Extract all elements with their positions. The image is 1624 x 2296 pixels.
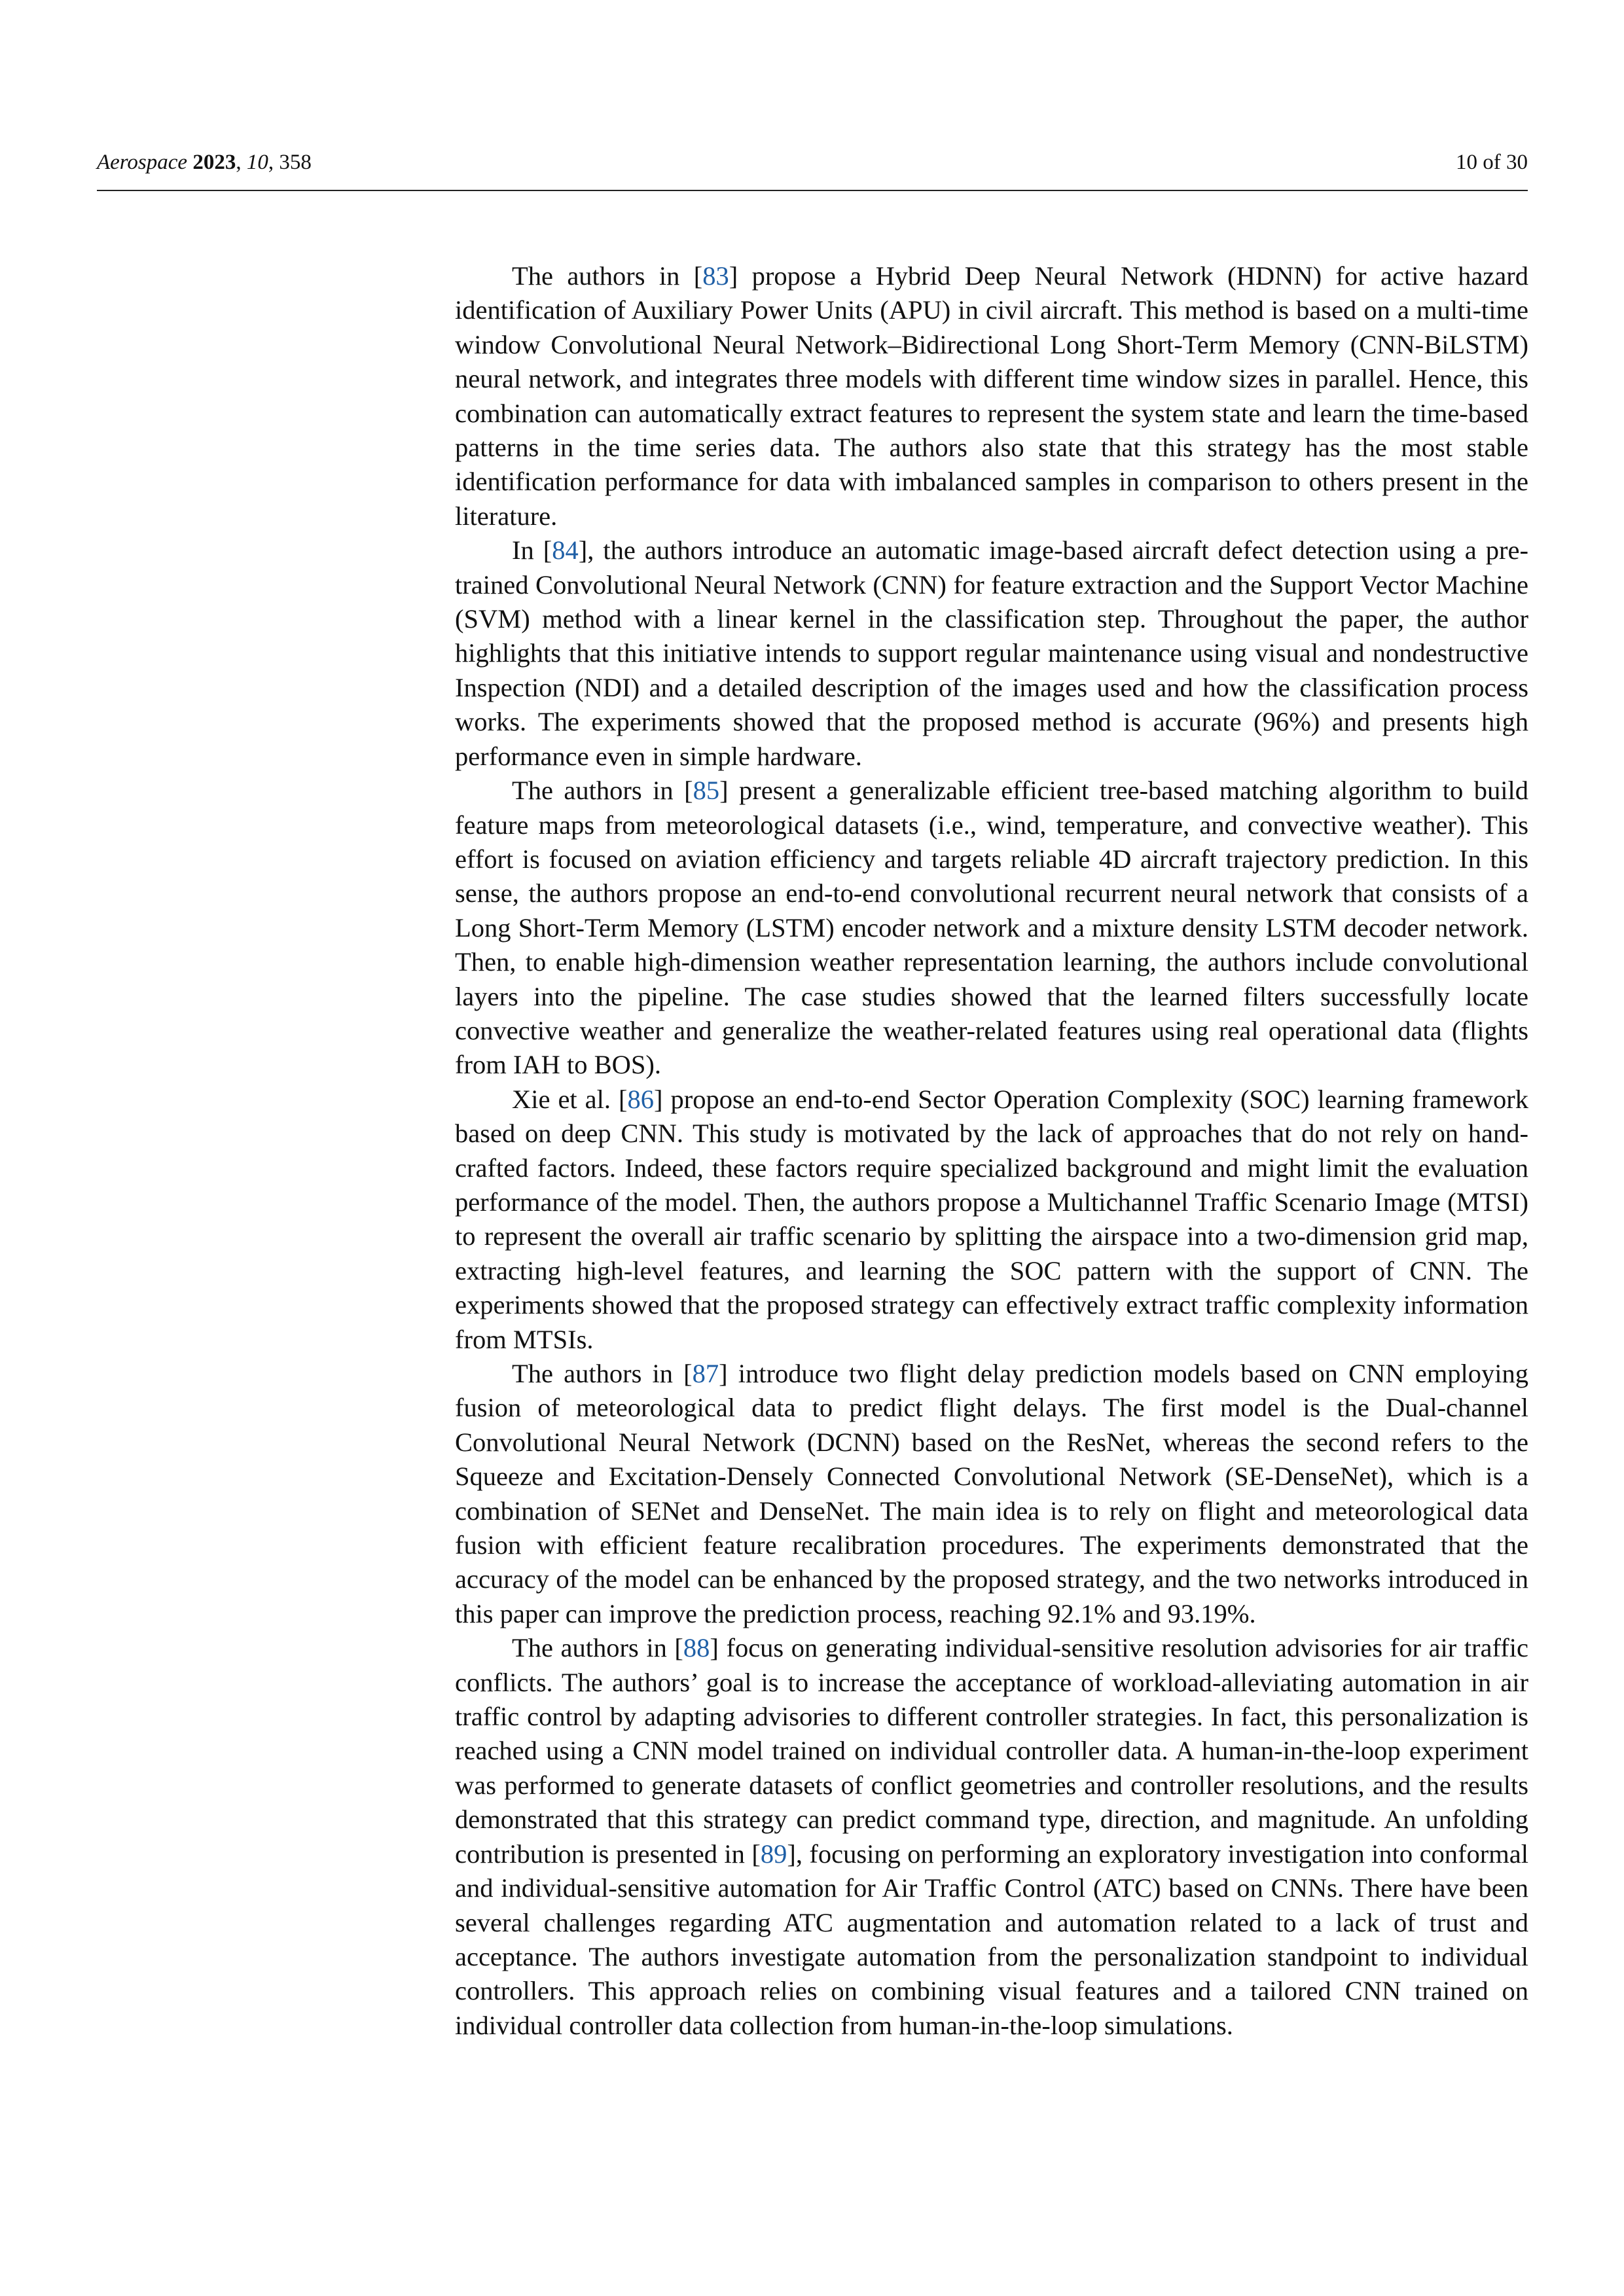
text-run: ], the authors introduce an automatic image-based aircraft defect detection using a pre-trained Convolutional Neural Network (CNN) for feature extraction and the Support Vector Machine (SVM) method with a linear kernel in the classification step. Throughout the paper, the author highlights that this initiative intends to support regular maintenance using visual and nondestructive Inspection (NDI) and a detailed description of the images used and how the classification process works. The experiments showed that the proposed method is accurate (96%) and presents high performance even in simple hardware. <box>455 535 1528 771</box>
journal-volume: 10 <box>246 151 268 174</box>
text-run: The authors in [ <box>512 261 703 291</box>
paragraph-resolution-advisories <box>455 1631 1528 2043</box>
paragraph-flight-delay <box>455 1357 1528 1631</box>
text-run: In [ <box>512 535 552 565</box>
main-text <box>455 259 1528 2043</box>
article-number: 358 <box>279 151 312 174</box>
text-run: The authors in [ <box>512 1633 683 1663</box>
citation-link[interactable]: 87 <box>692 1359 719 1388</box>
citation-link[interactable]: 89 <box>760 1839 787 1869</box>
citation-link[interactable]: 85 <box>693 776 720 806</box>
text-run: ] introduce two flight delay prediction models based on CNN employing fusion of meteorological data to predict flight delays. The first model is the Dual-channel Convolutional Neural Network (DCNN) based on the ResNet, whereas the second refers to the Squeeze and Excitation-Densely Connected Convolutional Network (SE-DenseNet), which is a combination of SENet and DenseNet. The main idea is to rely on flight and meteorological data fusion with efficient feature recalibration procedures. The experiments demonstrated that the accuracy of the model can be enhanced by the proposed strategy, and the two networks introduced in this paper can improve the prediction process, reaching 92.1% and 93.19%. <box>455 1359 1528 1628</box>
text-run: The authors in [ <box>512 1359 693 1388</box>
text-run: ] focus on generating individual-sensitive resolution advisories for air traffic conflicts. The authors’ goal is to increase the acceptance of workload-alleviating automation in air traffic control by adapting advisories to different controller strategies. In fact, this personalization is reached using a CNN model trained on individual controller data. A human-in-the-loop experiment was performed to generate datasets of conflict geometries and controller resolutions, and the results demonstrated that this strategy can predict command type, direction, and magnitude. An unfolding contribution is presented in [ <box>455 1633 1528 1869</box>
text-run: ] present a generalizable efficient tree-based matching algorithm to build feature maps from meteorological datasets (i.e., wind, temperature, and convective weather). This effort is focused on aviation efficiency and targets reliable 4D aircraft trajectory prediction. In this sense, the authors propose an end-to-end convolutional recurrent neural network that consists of a Long Short-Term Memory (LSTM) encoder network and a mixture density LSTM decoder network. Then, to enable high-dimension weather representation learning, the authors include convolutional layers into the pipeline. The case studies showed that the learned filters successfully locate convective weather and generalize the weather-related features using real operational data (flights from IAH to BOS). <box>455 776 1529 1080</box>
paragraph-trajectory-prediction <box>455 774 1528 1083</box>
journal-name: Aerospace <box>97 151 188 174</box>
citation-link[interactable]: 84 <box>552 535 579 565</box>
header-rule <box>97 190 1528 191</box>
text-run: The authors in [ <box>512 776 693 806</box>
text-run: Xie et al. [ <box>512 1084 628 1114</box>
text-run: ], focusing on performing an exploratory investigation into conformal and individual-sensitive automation for Air Traffic Control (ATC) based on CNNs. There have been several challenges regarding ATC augmentation and automation related to a lack of trust and acceptance. The authors investigate automation from the personalization standpoint to individual controllers. This approach relies on combining visual features and a tailored CNN trained on individual controller data collection from human-in-the-loop simulations. <box>455 1839 1529 2040</box>
text-run: ] propose a Hybrid Deep Neural Network (HDNN) for active hazard identification of Auxiliary Power Units (APU) in civil aircraft. This method is based on a multi-time window Convolutional Neural Network–Bidirectional Long Short-Term Memory (CNN-BiLSTM) neural network, and integrates three models with different time window sizes in parallel. Hence, this combination can automatically extract features to represent the system state and learn the time-based patterns in the time series data. The authors also state that this strategy has the most stable identification performance for data with imbalanced samples in comparison to others present in the literature. <box>455 261 1528 531</box>
citation-link[interactable]: 86 <box>627 1084 654 1114</box>
paragraph-defect-detection <box>455 533 1528 774</box>
journal-citation: Aerospace 2023, 10, 358 <box>97 151 312 174</box>
text-run: ] propose an end-to-end Sector Operation Complexity (SOC) learning framework based on deep CNN. This study is motivated by the lack of approaches that do not rely on hand-crafted factors. Indeed, these factors require specialized background and might limit the evaluation performance of the model. Then, the authors propose a Multichannel Traffic Scenario Image (MTSI) to represent the overall air traffic scenario by splitting the airspace into a two-dimension grid map, extracting high-level features, and learning the SOC pattern with the support of CNN. The experiments showed that the proposed strategy can effectively extract traffic complexity information from MTSIs. <box>455 1084 1528 1354</box>
citation-link[interactable]: 88 <box>683 1633 710 1663</box>
paragraph-sector-complexity <box>455 1083 1528 1357</box>
page-number: 10 of 30 <box>1456 151 1528 174</box>
paragraph-hdnn-apu <box>455 259 1528 533</box>
journal-year: 2023 <box>192 151 236 174</box>
citation-link[interactable]: 83 <box>702 261 729 291</box>
